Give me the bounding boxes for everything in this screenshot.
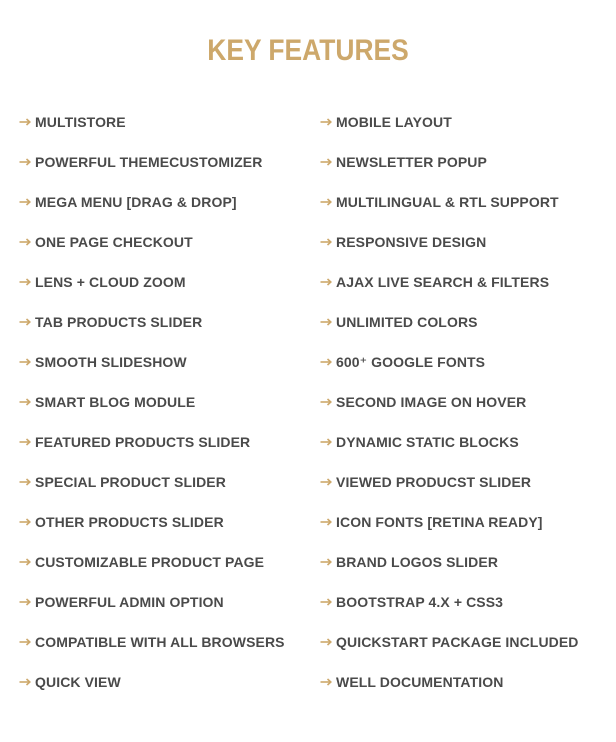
right-arrow-icon [19,238,31,246]
feature-label: ICON FONTS [RETINA READY] [336,514,543,530]
feature-item [19,152,285,192]
feature-label: DYNAMIC STATIC BLOCKS [336,434,519,450]
feature-item [19,552,285,592]
right-arrow-icon [19,598,31,606]
feature-label: POWERFUL ADMIN OPTION [35,594,224,610]
feature-label: SPECIAL PRODUCT SLIDER [35,474,226,490]
feature-item [320,392,579,432]
feature-item [320,672,579,712]
feature-label: ONE PAGE CHECKOUT [35,234,193,250]
feature-label: MOBILE LAYOUT [336,114,452,130]
feature-label: VIEWED PRODUCST SLIDER [336,474,532,490]
feature-item [320,112,579,152]
feature-label: 600⁺ GOOGLE FONTS [336,354,486,370]
right-arrow-icon [320,118,332,126]
feature-label: RESPONSIVE DESIGN [336,234,487,250]
feature-item [320,592,579,632]
feature-label: SMOOTH SLIDESHOW [35,354,187,370]
right-arrow-icon [19,638,31,646]
right-arrow-icon [320,198,332,206]
right-arrow-icon [320,438,332,446]
feature-item [320,272,579,312]
feature-label: BRAND LOGOS SLIDER [336,554,499,570]
feature-item [19,512,285,552]
feature-item [320,312,579,352]
feature-item [19,232,285,272]
feature-item [320,472,579,512]
right-arrow-icon [320,278,332,286]
right-arrow-icon [320,318,332,326]
right-arrow-icon [320,478,332,486]
feature-label: MULTISTORE [35,114,126,130]
feature-item [320,192,579,232]
right-arrow-icon [320,678,332,686]
feature-item [320,432,579,472]
feature-item [19,312,285,352]
feature-label: CUSTOMIZABLE PRODUCT PAGE [35,554,265,570]
feature-label: FEATURED PRODUCTS SLIDER [35,434,251,450]
right-arrow-icon [320,638,332,646]
feature-label: TAB PRODUCTS SLIDER [35,314,203,330]
feature-item [320,232,579,272]
right-arrow-icon [19,398,31,406]
feature-item [320,352,579,392]
feature-list-left [19,112,285,712]
feature-item [320,152,579,192]
feature-list-right [320,112,579,712]
feature-label: OTHER PRODUCTS SLIDER [35,514,224,530]
right-arrow-icon [19,438,31,446]
right-arrow-icon [320,238,332,246]
right-arrow-icon [320,158,332,166]
feature-label: UNLIMITED COLORS [336,314,478,330]
feature-label: SMART BLOG MODULE [35,394,196,410]
right-arrow-icon [320,518,332,526]
feature-item [19,272,285,312]
right-arrow-icon [19,278,31,286]
feature-label: WELL DOCUMENTATION [336,674,504,690]
right-arrow-icon [320,558,332,566]
right-arrow-icon [19,478,31,486]
feature-item [320,512,579,552]
right-arrow-icon [19,358,31,366]
page-title: KEY FEATURES [207,34,409,67]
right-arrow-icon [19,558,31,566]
feature-item [19,432,285,472]
feature-item [320,552,579,592]
feature-label: SECOND IMAGE ON HOVER [336,394,527,410]
feature-label: AJAX LIVE SEARCH & FILTERS [336,274,550,290]
right-arrow-icon [19,678,31,686]
feature-label: NEWSLETTER POPUP [336,154,487,170]
right-arrow-icon [19,158,31,166]
feature-item [19,112,285,152]
feature-item [19,632,285,672]
feature-label: QUICK VIEW [35,674,121,690]
feature-label: COMPATIBLE WITH ALL BROWSERS [35,634,285,650]
feature-label: BOOTSTRAP 4.X + CSS3 [336,594,504,610]
right-arrow-icon [19,318,31,326]
right-arrow-icon [19,518,31,526]
feature-item [19,592,285,632]
feature-item [320,632,579,672]
right-arrow-icon [320,598,332,606]
feature-label: POWERFUL THEMECUSTOMIZER [35,154,263,170]
feature-label: MEGA MENU [DRAG & DROP] [35,194,237,210]
feature-item [19,352,285,392]
right-arrow-icon [19,198,31,206]
feature-item [19,192,285,232]
feature-item [19,472,285,512]
feature-label: LENS + CLOUD ZOOM [35,274,186,290]
right-arrow-icon [320,358,332,366]
feature-item [19,392,285,432]
right-arrow-icon [19,118,31,126]
feature-label: MULTILINGUAL & RTL SUPPORT [336,194,559,210]
right-arrow-icon [320,398,332,406]
feature-item [19,672,285,712]
feature-label: QUICKSTART PACKAGE INCLUDED [336,634,579,650]
